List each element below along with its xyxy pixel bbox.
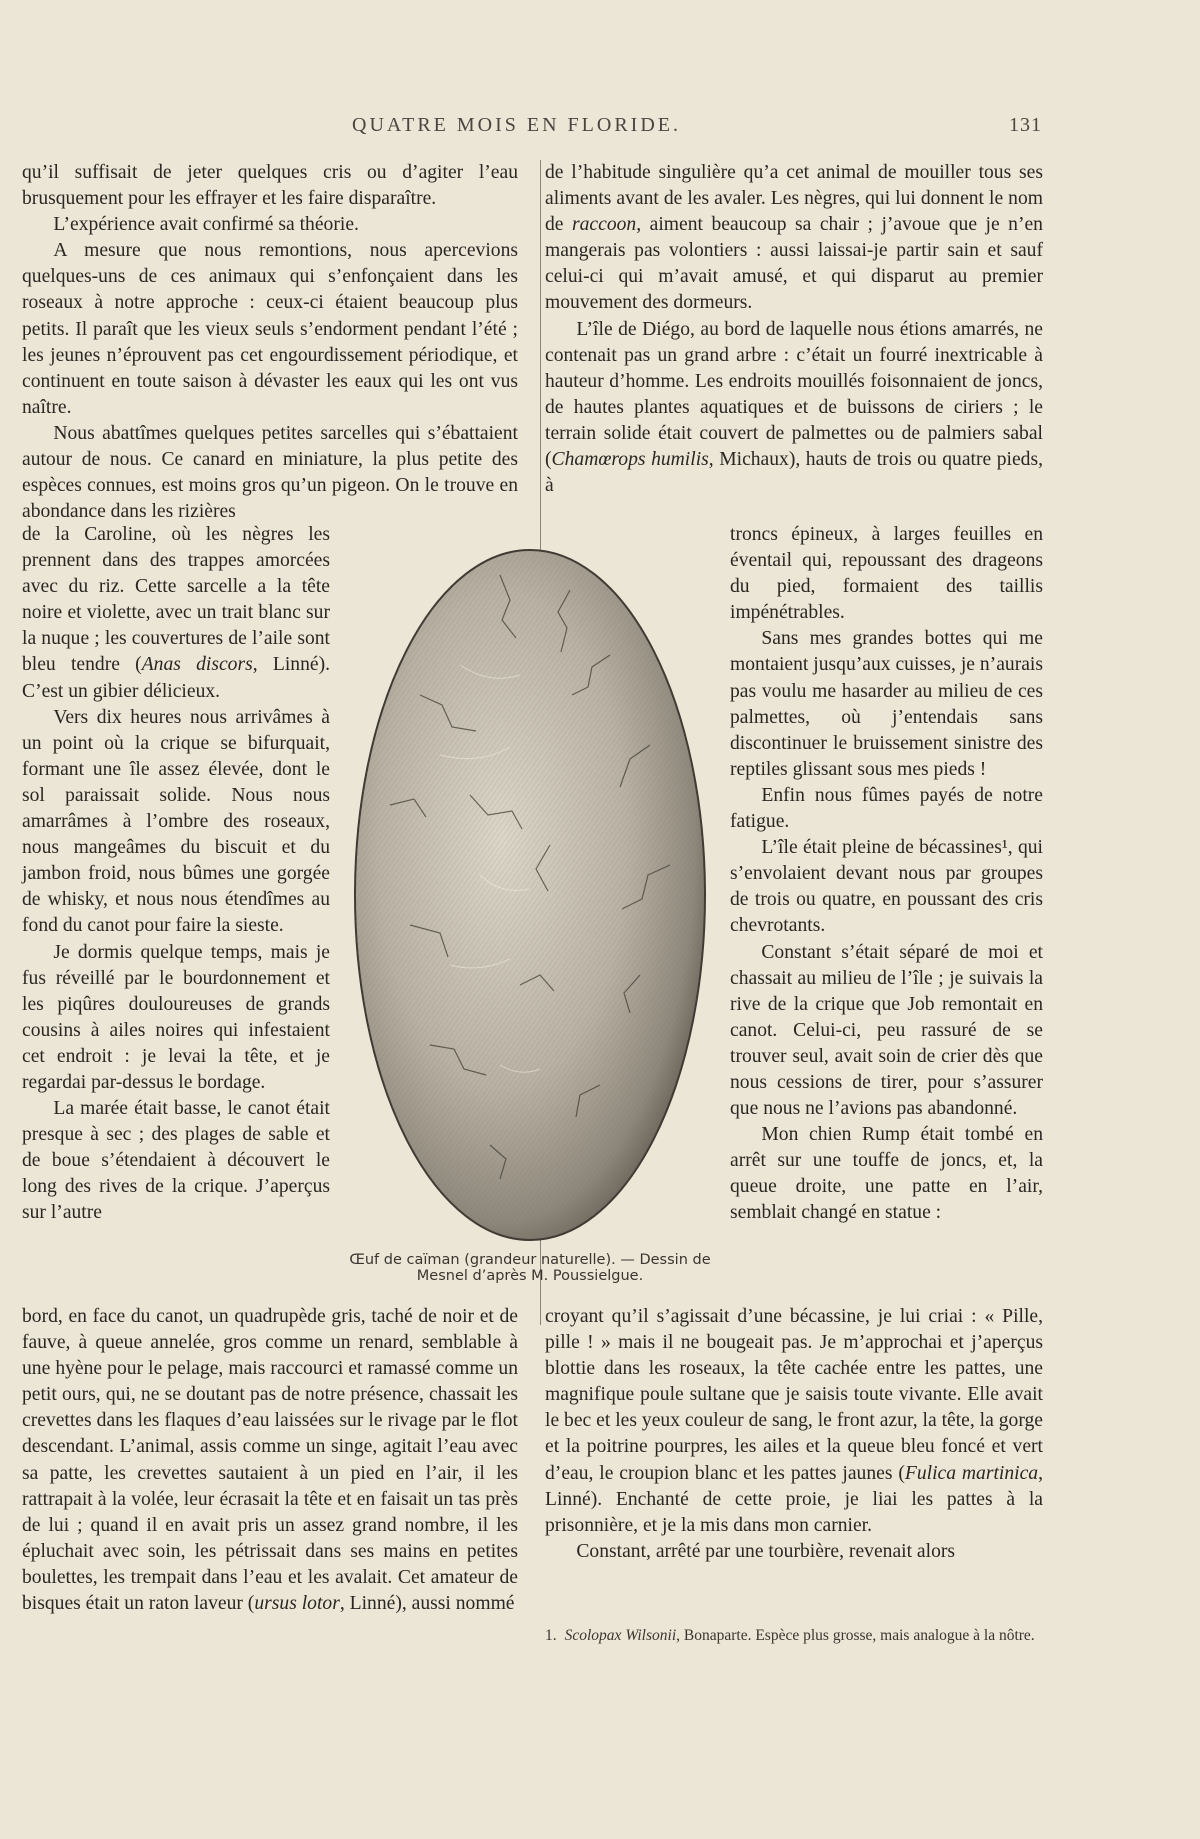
paragraph: Mon chien Rump était tombé en arrêt sur une touffe de joncs, et, la queue droite, une patte en l’air, semblait changé en statue :: [730, 1124, 1043, 1224]
paragraph: croyant qu’il s’agissait d’une bécassine, je lui criai : « Pille, pille ! » mais il ne bougeait pas. Je m’approchai et j’aperçus blottie dans les roseaux, la tête cachée entre les pattes, une magnifique poule sultane que je saisis toute vivante. Elle avait le bec et les yeux couleur de sang, le front azur, la tête, la gorge et la poitrine pourpres, les ailes et la queue bleu foncé et vert d’eau, le croupion blanc et les pattes jaunes (Fulica martinica, Linné). Enchanté de cette proie, je liai les pattes à la prisonnière, et je la mis dans mon carnier.: [545, 1306, 1043, 1536]
paragraph: L’île de Diégo, au bord de laquelle nous étions amarrés, ne contenait pas un grand arbre : c’était un fourré inextricable à hauteur d’homme. Les endroits mouillés foisonnaient de joncs, de hautes plantes aquatiques et de buissons de ciriers ; le terrain solide était couvert de palmettes ou de palmiers sabal (Chamœrops humilis, Michaux), hauts de trois ou quatre pieds, à: [545, 318, 1043, 497]
egg-engraving: [350, 545, 710, 1245]
paragraph: qu’il suffisait de jeter quelques cris ou d’agiter l’eau brusquement pour les effrayer et les faire disparaître.: [22, 162, 518, 210]
running-header: [22, 114, 1042, 146]
paragraph: A mesure que nous remontions, nous apercevions quelques-uns de ces animaux qui s’enfonçaient dans les roseaux à notre approche : ceux-ci étaient beaucoup plus petits. Il paraît que les vieux seuls s’endorment pendant l’été ; les jeunes n’éprouvent pas cet engourdissement périodique, et continuent en toute saison à dévaster les eaux qui les ont vus naître.: [22, 240, 518, 418]
paragraph: Constant s’était séparé de moi et chassait au milieu de l’île ; je suivais la rive de la crique que Job remontait en canot. Celui-ci, peu rassuré de se trouver seul, avait soin de crier dès que nous cessions de tirer, pour s’assurer que nous ne l’avions pas abandonné.: [730, 941, 1043, 1120]
right-column-bottom: [545, 1304, 1043, 1622]
species-name: ursus lotor: [254, 1593, 340, 1615]
paragraph: L’île était pleine de bécassines¹, qui s’envolaient devant nous par groupes de trois ou quatre, en poussant des cris chevrotants.: [730, 837, 1043, 937]
right-column-top: [545, 160, 1043, 522]
figure-caption: Œuf de caïman (grandeur naturelle). — Dessin de Mesnel d’après M. Poussielgue.: [349, 1252, 711, 1284]
paragraph: bord, en face du canot, un quadrupède gris, taché de noir et de fauve, à queue annelée, gros comme un renard, semblable à une hyène pour le pelage, mais raccourci et ramassé comme un petit ours, qui, ne se doutant pas de notre présence, chassait les crevettes dans les flaques d’eau laissées sur le rivage par le flot descendant. L’animal, assis comme un singe, agitait l’eau avec sa patte, les crevettes sautaient à un pied en l’air, il les rattrapait à la volée, leur écrasait la tête et en faisait un tas près de lui ; quand il en avait pris un assez grand nombre, il les épluchait avec soin, les pétrissait dans ses mains en petites boulettes, les trempait dans l’eau et les avalait. Cet amateur de bisques était un raton laveur (ursus lotor, Linné), aussi nommé: [22, 1306, 518, 1615]
paragraph: Sans mes grandes bottes qui me montaient jusqu’aux cuisses, je n’aurais pas voulu me hasarder au milieu de ces palmettes, où j’entendais sans discontinuer le bruissement sinistre des reptiles glissant sous mes pieds !: [730, 628, 1043, 780]
running-title: QUATRE MOIS EN FLORIDE.: [352, 114, 681, 136]
paragraph: L’expérience avait confirmé sa théorie.: [53, 214, 359, 236]
right-column-narrow: [730, 522, 1043, 1304]
left-column-bottom: [22, 1304, 518, 1664]
species-name: Scolopax Wilsonii: [564, 1627, 677, 1644]
footnote: [545, 1626, 1045, 1646]
paragraph: Constant, arrêté par une tourbière, revenait alors: [576, 1540, 956, 1562]
species-name: Chamœrops humilis: [551, 449, 709, 471]
left-column-narrow: [22, 522, 330, 1304]
footnote-number: 1.: [545, 1627, 557, 1644]
paragraph: de l’habitude singulière qu’a cet animal de mouiller tous ses aliments avant de les avaler. Les nègres, qui lui donnent le nom de raccoon, aiment beaucoup sa chair ; j’avoue que je n’en mangerais pas volontiers : aussi laissai-je partir sain et sauf celui-ci qui m’avait amusé, et qui disparut au premier mouvement des dormeurs.: [545, 162, 1043, 314]
caiman-egg-illustration: [350, 545, 710, 1245]
paragraph: de la Caroline, où les nègres les prennent dans des trappes amorcées avec du riz. Cette sarcelle a la tête noire et violette, avec un trait blanc sur la nuque ; les couvertures de l’aile sont bleu tendre (Anas discors, Linné). C’est un gibier délicieux.: [22, 524, 330, 702]
species-name: Anas discors: [141, 654, 253, 676]
paragraph: troncs épineux, à larges feuilles en éventail qui, repoussant des drageons du pied, formaient des taillis impénétrables.: [730, 524, 1043, 624]
species-name: Fulica martinica: [904, 1462, 1039, 1484]
paragraph: Je dormis quelque temps, mais je fus réveillé par le bourdonnement et les piqûres douloureuses de grands cousins à ailes noires qui infestaient cet endroit : je levai la tête, et je regardai par-dessus le bordage.: [22, 941, 330, 1093]
paragraph: Enfin nous fûmes payés de notre fatigue.: [730, 784, 1043, 833]
paragraph: Vers dix heures nous arrivâmes à un point où la crique se bifurquait, formant une île assez élevée, dont le sol paraissait solide. Nous nous amarrâmes à l’ombre des roseaux, nous mangeâmes du biscuit et du jambon froid, nous bûmes une gorgée de whisky, et nous nous étendîmes au fond du canot pour faire la sieste.: [22, 706, 330, 937]
left-column-top: [22, 160, 518, 522]
paragraph: La marée était basse, le canot était presque à sec ; des plages de sable et de boue s’étendaient à découvert le long des rives de la crique. J’aperçus sur l’autre: [22, 1098, 330, 1224]
species-name: raccoon: [572, 214, 637, 236]
footnote-text: , Bonaparte. Espèce plus grosse, mais analogue à la nôtre.: [676, 1627, 1035, 1644]
paragraph: Nous abattîmes quelques petites sarcelles qui s’ébattaient autour de nous. Ce canard en miniature, la plus petite des espèces connues, est moins gros qu’un pigeon. On le trouve en abondance dans les rizières: [22, 422, 518, 523]
page-number: 131: [1009, 114, 1042, 136]
